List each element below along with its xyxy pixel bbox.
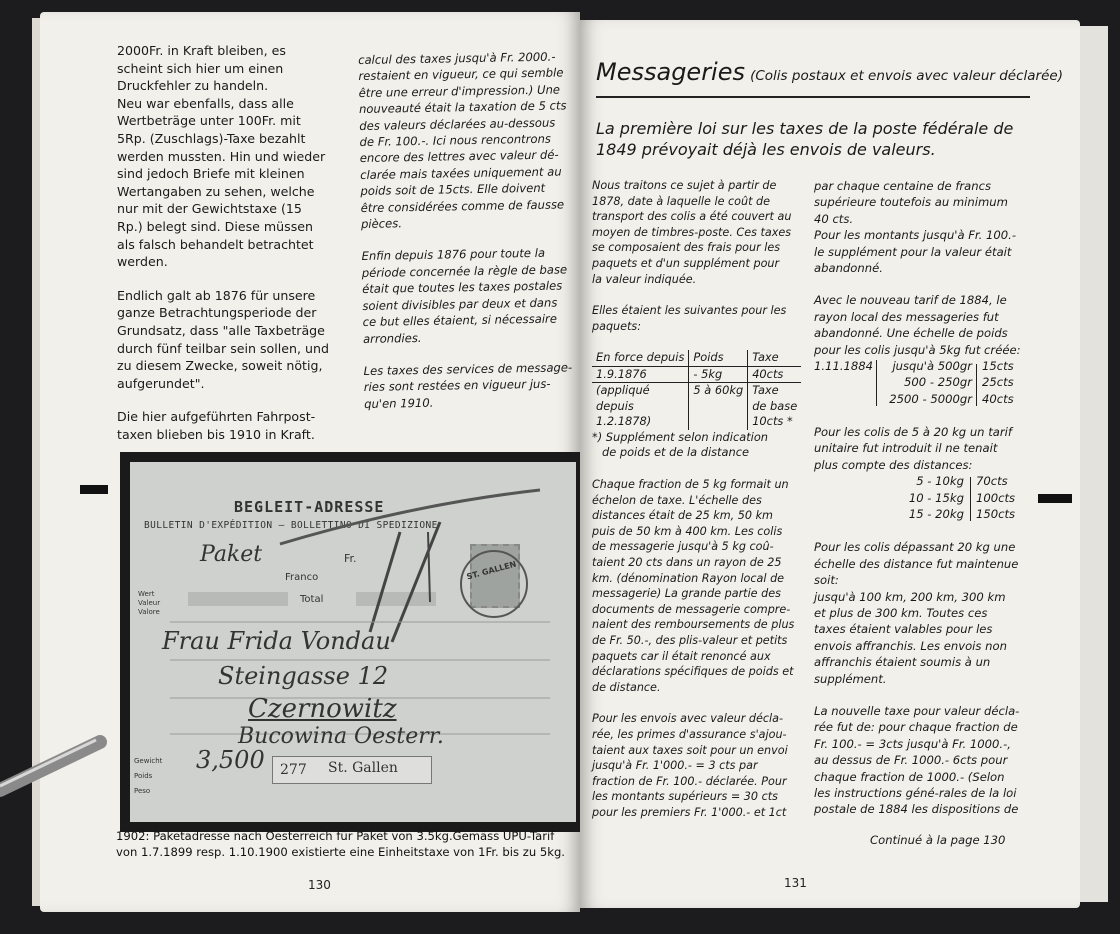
text-line: déclarations spécifiques de poids et <box>592 665 794 679</box>
text-line: taxen blieben bis 1910 in Kraft. <box>117 426 315 442</box>
text-line: paquets car il était renoncé aux <box>592 649 771 663</box>
text-line: sind jedoch Briefe mit kleinen <box>117 166 305 182</box>
text-line: 2000Fr. in Kraft bleiben, es <box>117 43 286 58</box>
tariff-table-1884 <box>814 358 1028 408</box>
text-line: Nous traitons ce sujet à partir de <box>592 179 777 192</box>
table-header-cell: En force depuis <box>592 350 689 366</box>
table-cell: 10cts * <box>748 414 802 430</box>
text-line: Wertangaben zu sehen, welche <box>117 183 315 199</box>
text-line: abandonné. Une échelle de poids <box>814 326 1008 341</box>
text-line: Neu war ebenfalls, dass alle <box>117 95 294 111</box>
text-line: rée fut de: pour chaque fraction de <box>814 720 1018 735</box>
postmark-text: ST. GALLEN <box>465 559 518 582</box>
text-line: taient aux taxes soit pour un envoi <box>592 743 788 757</box>
left-column-german <box>117 42 339 443</box>
text-line: et plus de 300 km. Toutes ces <box>814 605 988 620</box>
text-line: le supplément pour la valeur était <box>814 244 1012 259</box>
text-line: était que toutes les taxes postales <box>362 278 563 297</box>
table-cell: 40cts <box>748 366 802 383</box>
text-line: qu'en 1910. <box>364 395 434 411</box>
distance-price: 150cts <box>976 507 1016 522</box>
chapter-title-sub: (Colis postaux et envois avec valeur déclarée) <box>750 68 1063 84</box>
stylus-shaft <box>0 742 100 790</box>
paragraph-gap <box>592 461 806 477</box>
gewicht-label: Gewicht Poids Peso <box>134 757 163 795</box>
table-row <box>592 366 801 383</box>
text-line: Endlich galt ab 1876 für unsere <box>117 287 316 303</box>
text-line: ganze Betrachtungsperiode der <box>117 305 317 321</box>
table-header-row <box>592 350 801 366</box>
subheading-line: La première loi sur les taxes de la poste fédérale de <box>596 119 1014 138</box>
text-line: scheint sich hier um einen <box>117 60 284 76</box>
text-line: ries sont restées en vigueur jus- <box>363 377 551 395</box>
text-line: Avec le nouveau tarif de 1884, le <box>814 293 1007 308</box>
text-line: Fr. 100.- = 3cts jusqu'à Fr. 1000.-, <box>814 736 1011 751</box>
text-line: supérieure toutefois au minimum <box>814 195 1008 210</box>
text-line: plus compte des distances: <box>814 457 973 472</box>
text-line: km. (dénomination Rayon local de <box>592 571 785 585</box>
text-line: Chaque fraction de 5 kg formait un <box>592 478 789 492</box>
text-line: unitaire fut introduit il ne tenait <box>814 441 998 456</box>
text-line: les montants supérieurs = 30 cts <box>592 790 778 804</box>
text-line: nur mit der Gewichtstaxe (15 <box>117 201 302 217</box>
table-header-cell: Poids <box>689 350 748 366</box>
right-column-1 <box>592 178 806 821</box>
footnote-line: de poids et de la distance <box>602 445 749 460</box>
text-line: naient des remboursements de plus <box>592 618 795 632</box>
distance-price: 100cts <box>976 490 1016 505</box>
text-line: werden. <box>117 254 168 270</box>
photo-caption <box>116 828 580 860</box>
text-line: de Fr. 50.-, des plis-valeur et petits <box>592 633 788 647</box>
section-subheading <box>596 118 1036 160</box>
table-cell: 1.9.1876 <box>592 366 689 383</box>
caption-line: von 1.7.1899 resp. 1.10.1900 existierte eine Einheitstaxe von 1Fr. bis zu 5kg. <box>116 845 565 859</box>
text-line: werden mussten. Hin und wieder <box>117 148 326 164</box>
table-row <box>592 414 801 430</box>
paragraph-gap <box>592 334 806 350</box>
table-cell <box>689 414 748 430</box>
table-row <box>592 383 801 399</box>
paragraph-gap <box>814 408 1028 424</box>
distance-weight: 10 - 15kg <box>908 490 964 505</box>
caption-line: 1902: Paketadresse nach Oesterreich für Paket von 3.5kg.Gemäss UPU-Tarif <box>116 829 555 843</box>
text-line: affranchis étaient soumis à un <box>814 655 991 670</box>
paragraph-gap <box>814 523 1028 539</box>
text-line: distances était de 25 km, 50 km <box>592 509 773 523</box>
parcel-address-card <box>130 462 576 822</box>
text-line: soient divisibles par deux et dans <box>362 295 558 313</box>
text-line: être considérées comme de fausse <box>360 197 565 215</box>
table-cell <box>689 399 748 415</box>
text-line: Wertbeträge unter 100Fr. mit <box>117 113 301 129</box>
address-line-4: Bucowina Oesterr. <box>238 724 444 749</box>
text-line: période concernée la règle de base <box>361 262 568 280</box>
text-line: au dessus de Fr. 1000.- 6cts pour <box>814 753 1008 768</box>
text-line: messagerie) La grande partie des <box>592 587 781 601</box>
text-line: moyen de timbres-poste. Ces taxes <box>592 225 792 239</box>
text-line: abandonné. <box>814 261 883 276</box>
text-line: par chaque centaine de francs <box>814 179 992 193</box>
paragraph-gap <box>592 695 806 711</box>
table-cell: Taxe <box>748 383 802 399</box>
text-line: Die hier aufgeführten Fahrpost- <box>117 409 316 425</box>
text-line: als falsch behandelt betrachtet <box>117 236 314 252</box>
text-line: Druckfehler zu handeln. <box>117 78 269 94</box>
text-line: la valeur indiquée. <box>592 272 697 286</box>
text-line: poids soit de 15cts. Elle doivent <box>360 181 546 199</box>
stylus-highlight <box>0 740 96 786</box>
table-cell: de base <box>748 399 802 415</box>
paragraph-gap <box>814 276 1028 292</box>
continued-note: Continué à la page 130 <box>870 832 1006 847</box>
pencil-stroke-3 <box>392 522 440 642</box>
text-line: 40 cts. <box>814 211 854 226</box>
paragraph-gap <box>117 392 339 408</box>
text-line: envois affranchis. Les envois non <box>814 638 1007 653</box>
text-line: échelon de taxe. L'échelle des <box>592 493 762 507</box>
text-line: échelle des distance fut maintenue <box>814 556 1019 571</box>
text-line: Pour les colis de 5 à 20 kg un tarif <box>814 425 1012 440</box>
left-thumb-tab <box>80 485 108 494</box>
weight-value: 3,500 <box>196 746 265 774</box>
text-line: encore des lettres avec valeur dé- <box>359 147 559 166</box>
text-line: pièces. <box>360 216 403 232</box>
text-line: puis de 50 km à 400 km. Les colis <box>592 524 783 538</box>
address-line-2: Steingasse 12 <box>218 662 389 690</box>
address-line-3: Czernowitz <box>248 694 397 724</box>
text-line: calcul des taxes jusqu'à Fr. 2000.- <box>358 49 556 67</box>
text-line: transport des colis a été couvert au <box>592 210 792 224</box>
paragraph-gap <box>814 687 1028 703</box>
tariff-1884-price: 25cts <box>982 375 1014 390</box>
text-line: de distance. <box>592 680 661 694</box>
paragraph-gap <box>117 271 339 287</box>
tariff-1884-weight: 2500 - 5000gr <box>889 391 972 406</box>
tariff-1884-date: 1.11.1884 <box>814 359 874 374</box>
pencil-stroke-1 <box>280 490 540 544</box>
tariff-1884-price: 40cts <box>982 391 1014 406</box>
card-wert-label: Wert Valeur Valore <box>138 590 161 616</box>
tariff-1884-weight: jusqu'à 500gr <box>892 359 972 374</box>
text-line: Les taxes des services de message- <box>363 360 573 378</box>
card-franco-label: Franco <box>285 572 319 583</box>
right-thumb-tab <box>1038 494 1072 503</box>
stylus-tool <box>0 730 120 810</box>
subheading-line: 1849 prévoyait déjà les envois de valeurs. <box>596 140 936 159</box>
tariff-1884-divider-a <box>876 360 877 406</box>
text-line: durch fünf teilbar sein sollen, und <box>117 340 329 356</box>
text-line: zu diesem Zwecke, soweit nötig, <box>117 358 323 374</box>
table-cell: - 5kg <box>689 366 748 383</box>
text-line: soit: <box>814 573 839 588</box>
text-line: arrondies. <box>362 330 422 346</box>
right-page <box>580 20 1080 908</box>
text-line: pour les colis jusqu'à 5kg fut créée: <box>814 342 1021 357</box>
right-column-2 <box>814 178 1028 848</box>
text-line: Rp.) belegt sind. Diese müssen <box>117 218 313 234</box>
left-page-number: 130 <box>308 878 331 892</box>
text-line: Pour les envois avec valeur décla- <box>592 712 784 726</box>
pencil-stroke-4 <box>428 532 430 602</box>
tariff-1884-divider-b <box>976 364 977 406</box>
label-place: St. Gallen <box>328 760 398 776</box>
table-header-cell: Taxe <box>748 350 802 366</box>
label-number: 277 <box>280 762 307 778</box>
address-line-1: Frau Frida Vondau <box>162 627 391 655</box>
text-line: Grundsatz, dass "alle Taxbeträge <box>117 322 325 338</box>
text-line: jusqu'à 100 km, 200 km, 300 km <box>814 589 1006 604</box>
text-line: supplément. <box>814 671 887 686</box>
text-line: La nouvelle taxe pour valeur décla- <box>814 703 1020 718</box>
text-line: Enfin depuis 1876 pour toute la <box>361 246 546 264</box>
text-line: taxes étaient valables pour les <box>814 622 993 637</box>
text-line: pour les premiers Fr. 1'000.- et 1ct <box>592 805 787 819</box>
tariff-1884-price: 15cts <box>982 359 1014 374</box>
card-fr-label: Fr. <box>344 552 357 565</box>
table-cell: depuis <box>596 398 634 413</box>
title-rule <box>596 96 1030 98</box>
table-cell: 1.2.1878) <box>596 414 652 429</box>
left-page <box>40 12 580 912</box>
text-line: postale de 1884 les dispositions de <box>814 802 1019 817</box>
text-line: jusqu'à Fr. 1'000.- = 3 cts par <box>592 759 758 773</box>
card-sender: Paket <box>200 542 263 567</box>
footnote-line: *) Supplément selon indication <box>592 429 769 444</box>
text-line: 5Rp. (Zuschlags)-Taxe bezahlt <box>117 130 306 146</box>
text-line: les instructions géné-rales de la loi <box>814 785 1017 800</box>
text-line: rayon local des messageries fut <box>814 309 999 324</box>
right-page-edge <box>1078 26 1108 902</box>
text-line: paquets: <box>592 319 642 333</box>
chapter-title-main: Messageries <box>596 58 745 86</box>
right-page-number: 131 <box>784 876 807 890</box>
text-line: nouveauté était la taxation de 5 cts <box>358 98 567 117</box>
text-line: être une erreur d'impression.) Une <box>358 82 561 100</box>
text-line: de messagerie jusqu'à 5 kg coû- <box>592 540 774 554</box>
text-line: fraction de Fr. 100.- déclarée. Pour <box>592 774 787 788</box>
text-line: aufgerundet". <box>117 375 205 391</box>
paragraph-gap <box>592 287 806 303</box>
card-total-label: Total <box>300 594 324 605</box>
text-line: des valeurs déclarées au-dessous <box>359 115 556 133</box>
distance-price: 70cts <box>976 474 1008 489</box>
text-line: documents de messagerie compre- <box>592 602 791 616</box>
text-line: Elles étaient les suivantes pour les <box>592 304 787 318</box>
text-line: Pour les montants jusqu'à Fr. 100.- <box>814 228 1017 243</box>
card-heading: BEGLEIT-ADRESSE <box>234 498 385 516</box>
text-line: Pour les colis dépassant 20 kg une <box>814 540 1016 555</box>
parcel-address-card-photo <box>120 452 580 832</box>
text-line: chaque fraction de 1000.- (Selon <box>814 769 1005 784</box>
text-line: rée, les primes d'assurance s'ajou- <box>592 727 787 741</box>
text-line: 1878, date à laquelle le coût de <box>592 194 771 208</box>
table-footnote <box>592 430 806 461</box>
tariff-table-1876 <box>592 350 801 430</box>
distance-weight: 15 - 20kg <box>908 507 964 522</box>
tariff-1884-weight: 500 - 250gr <box>904 375 972 390</box>
tariff-distance-divider <box>970 477 971 521</box>
text-line: paquets et d'un supplément pour <box>592 256 780 270</box>
card-subheading: BULLETIN D'EXPÉDITION — BOLLETTINO DI SPEDIZIONE <box>144 520 438 531</box>
table-cell: 5 à 60kg <box>689 383 748 399</box>
chapter-title <box>596 58 1063 86</box>
text-line: restaient en vigueur, ce qui semble <box>358 65 564 84</box>
tariff-distance-table <box>814 473 1028 523</box>
text-line: clarée mais taxées uniquement au <box>360 164 562 182</box>
pencil-stroke-2 <box>370 532 400 632</box>
text-line: taient 20 cts dans un rayon de 25 <box>592 556 782 569</box>
text-line: se composaient des frais pour les <box>592 241 781 255</box>
text-line: ce but elles étaient, si nécessaire <box>362 311 558 330</box>
table-cell: (appliqué <box>596 383 650 398</box>
left-column-french <box>358 48 580 412</box>
distance-weight: 5 - 10kg <box>916 474 964 489</box>
text-line: de Fr. 100.-. Ici nous rencontrons <box>359 131 552 150</box>
table-row <box>592 399 801 415</box>
